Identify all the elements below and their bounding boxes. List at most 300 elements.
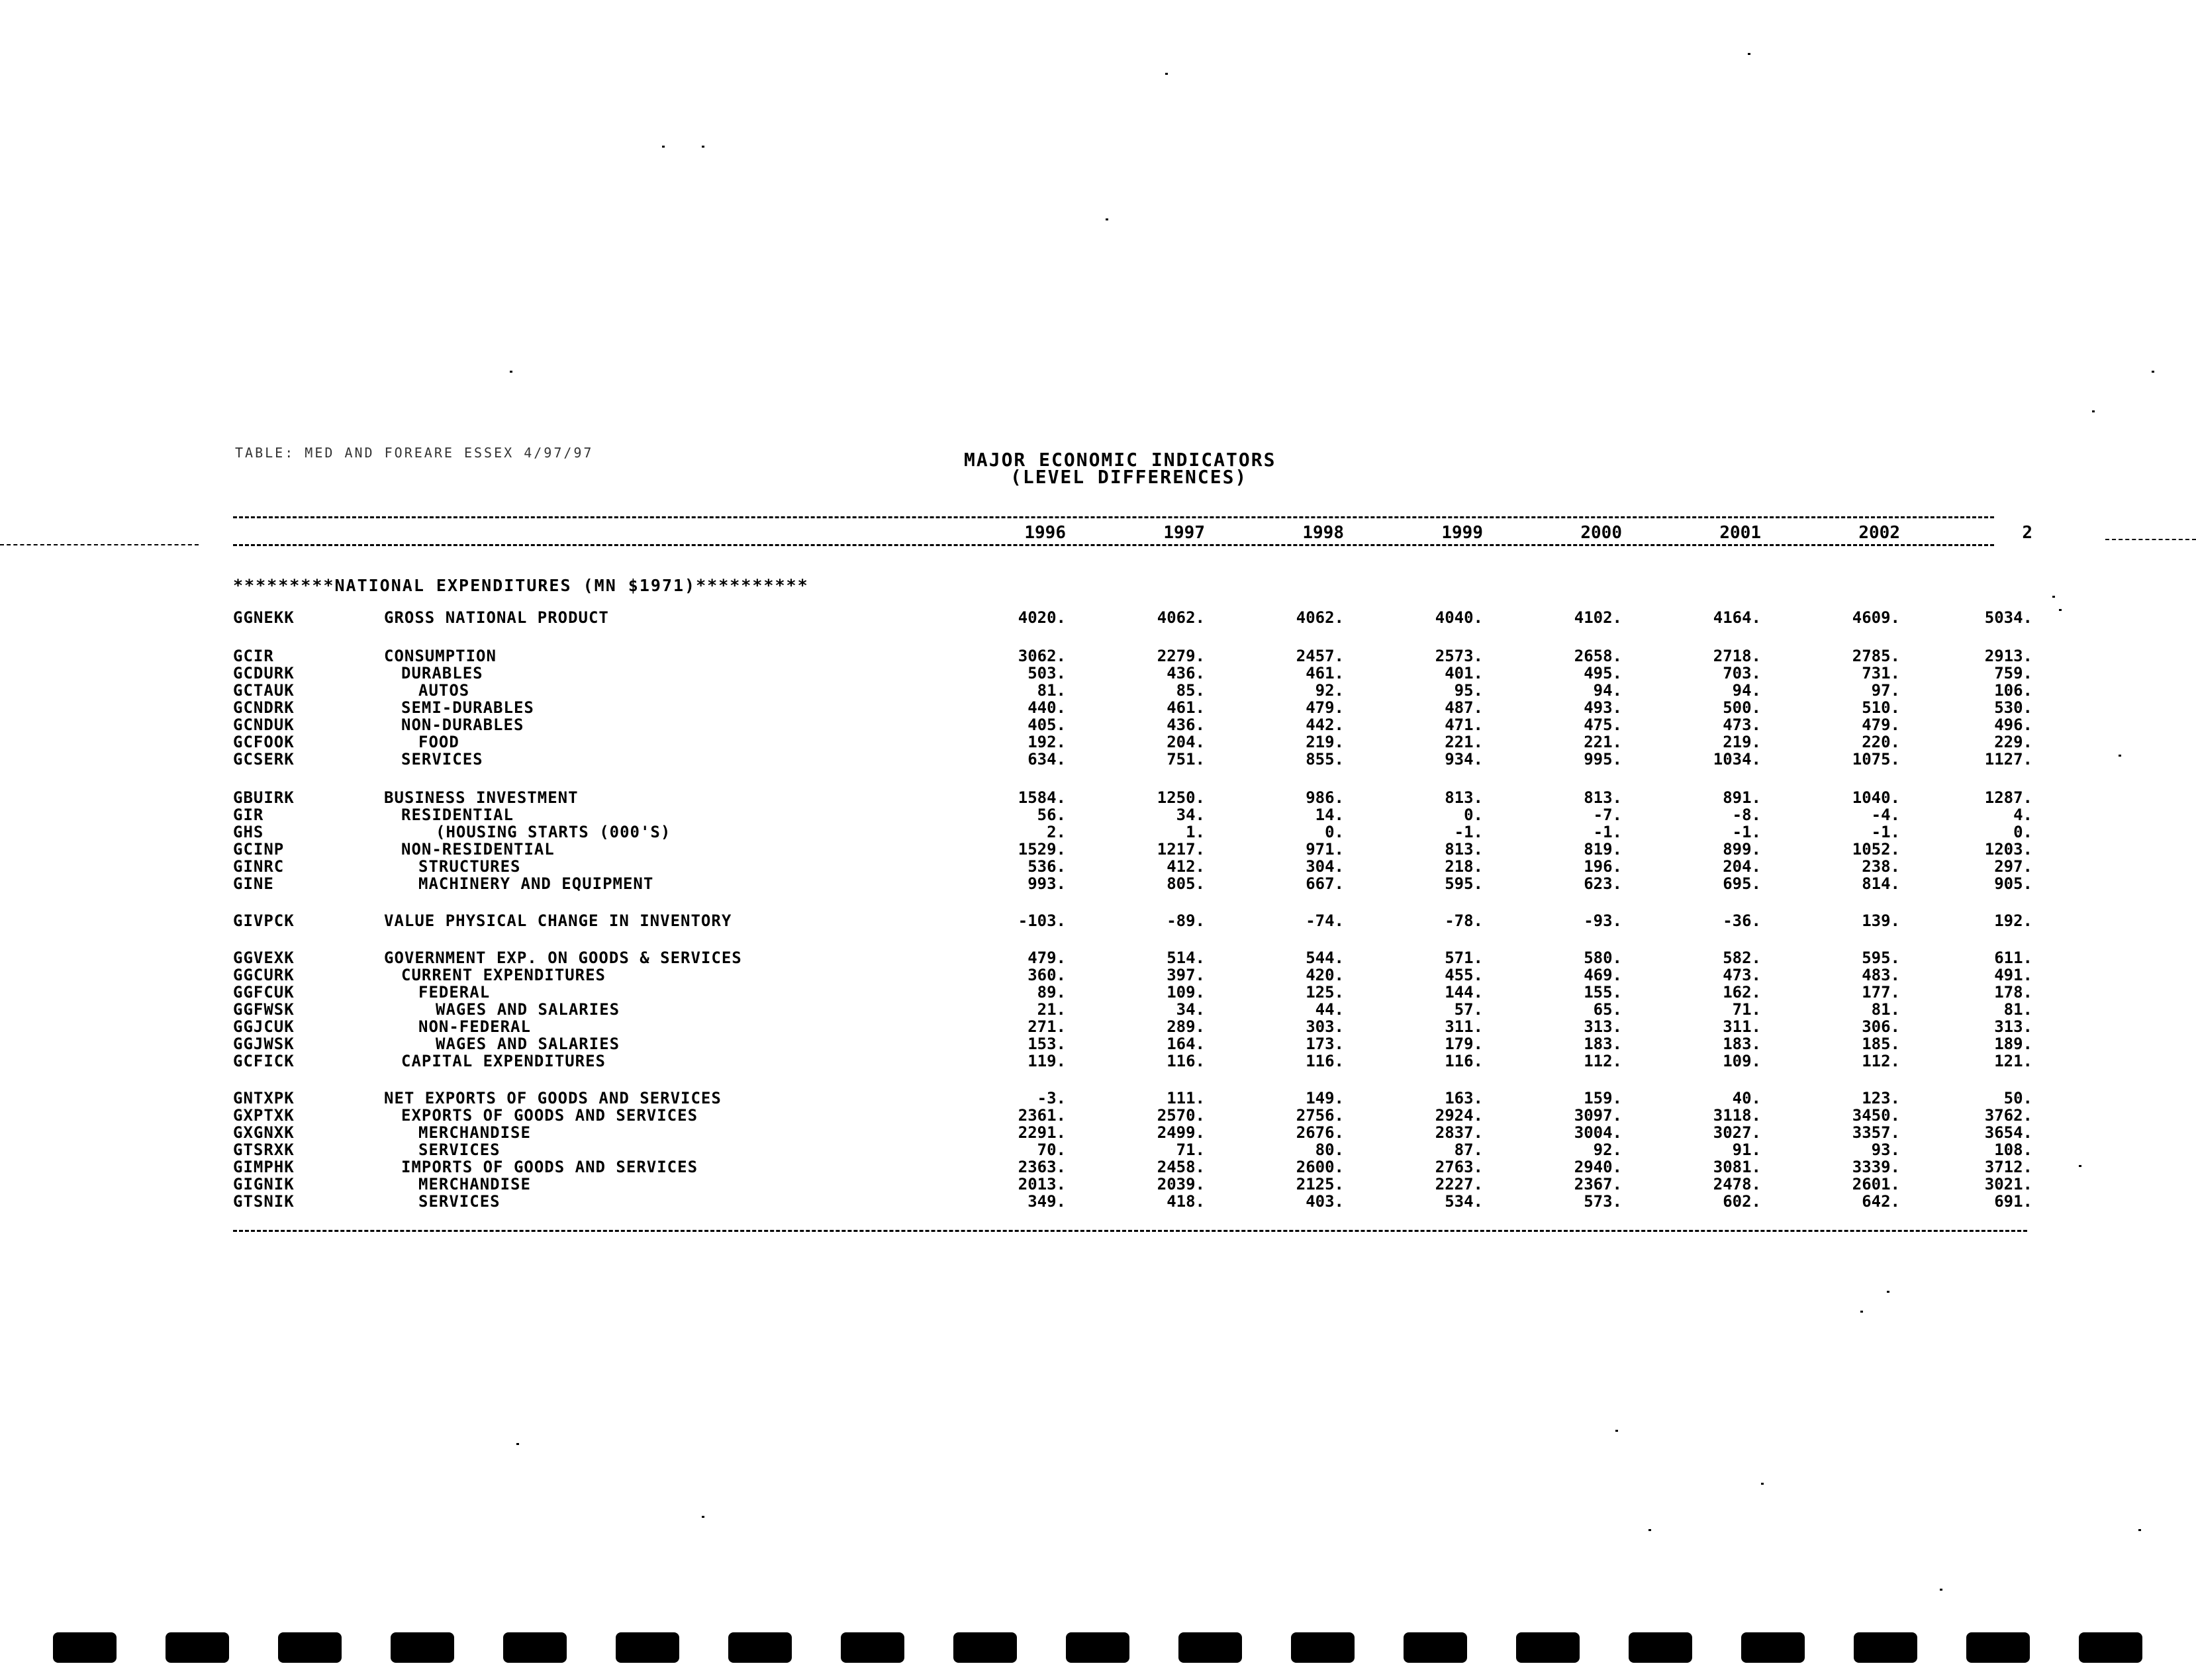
row-value: 602. bbox=[1723, 1192, 1761, 1211]
row-label: AUTOS bbox=[418, 681, 470, 700]
row-code: GIR bbox=[233, 806, 264, 824]
row-value: 2763. bbox=[1435, 1158, 1483, 1176]
row-value: 418. bbox=[1167, 1192, 1205, 1211]
row-value: 3097. bbox=[1574, 1106, 1622, 1125]
row-value: 573. bbox=[1584, 1192, 1622, 1211]
registration-bar bbox=[953, 1632, 1017, 1663]
row-code: GIVPCK bbox=[233, 911, 295, 930]
row-value: 2367. bbox=[1574, 1175, 1622, 1193]
section-title: *********NATIONAL EXPENDITURES (MN $1971)********** bbox=[233, 576, 809, 595]
scan-speck bbox=[1615, 1430, 1618, 1432]
row-value: 0. bbox=[2013, 823, 2032, 841]
row-value: 183. bbox=[1584, 1035, 1622, 1053]
row-code: GCSERK bbox=[233, 750, 295, 769]
row-label: BUSINESS INVESTMENT bbox=[384, 788, 579, 807]
table-row bbox=[0, 699, 2196, 716]
row-value: 2361. bbox=[1018, 1106, 1066, 1125]
row-value: 44. bbox=[1315, 1000, 1344, 1019]
scan-speck bbox=[2138, 1529, 2141, 1531]
scan-speck bbox=[2092, 410, 2095, 412]
row-value: 4020. bbox=[1018, 608, 1066, 627]
row-value: 121. bbox=[1994, 1052, 2032, 1070]
registration-bar bbox=[841, 1632, 904, 1663]
row-code: GCTAUK bbox=[233, 681, 295, 700]
row-value: 2499. bbox=[1157, 1123, 1205, 1142]
row-label: CAPITAL EXPENDITURES bbox=[401, 1052, 606, 1070]
row-value: 219. bbox=[1723, 733, 1761, 751]
row-value: 1075. bbox=[1852, 750, 1900, 769]
row-value: 116. bbox=[1445, 1052, 1483, 1070]
table-row bbox=[0, 1052, 2196, 1070]
row-code: GHS bbox=[233, 823, 264, 841]
row-code: GINRC bbox=[233, 857, 285, 876]
row-label: STRUCTURES bbox=[418, 857, 521, 876]
registration-bar bbox=[503, 1632, 567, 1663]
row-value: 192. bbox=[1027, 733, 1066, 751]
row-value: 401. bbox=[1445, 664, 1483, 682]
row-value: 97. bbox=[1871, 681, 1900, 700]
row-label: FOOD bbox=[418, 733, 459, 751]
row-value: 71. bbox=[1176, 1141, 1205, 1159]
row-value: 297. bbox=[1994, 857, 2032, 876]
row-value: 934. bbox=[1445, 750, 1483, 769]
row-value: 3062. bbox=[1018, 647, 1066, 665]
row-value: 306. bbox=[1862, 1017, 1900, 1036]
row-value: 57. bbox=[1454, 1000, 1483, 1019]
row-label: NON-DURABLES bbox=[401, 716, 524, 734]
row-value: 3712. bbox=[1984, 1158, 2032, 1176]
row-value: 483. bbox=[1862, 966, 1900, 984]
table-row bbox=[0, 912, 2196, 929]
row-value: 2039. bbox=[1157, 1175, 1205, 1193]
report-title-line2: (LEVEL DIFFERENCES) bbox=[1010, 466, 1248, 488]
table-row bbox=[0, 949, 2196, 966]
row-value: 179. bbox=[1445, 1035, 1483, 1053]
table-row bbox=[0, 1107, 2196, 1124]
row-value: 461. bbox=[1306, 664, 1344, 682]
row-value: 1034. bbox=[1713, 750, 1761, 769]
scan-speck bbox=[1860, 1311, 1863, 1313]
row-value: 500. bbox=[1723, 698, 1761, 717]
row-label: MERCHANDISE bbox=[418, 1175, 531, 1193]
scan-speck bbox=[1648, 1529, 1651, 1531]
row-value: 995. bbox=[1584, 750, 1622, 769]
row-value: 971. bbox=[1306, 840, 1344, 859]
row-value: 109. bbox=[1723, 1052, 1761, 1070]
row-value: 116. bbox=[1306, 1052, 1344, 1070]
table-row bbox=[0, 966, 2196, 984]
row-label: CONSUMPTION bbox=[384, 647, 497, 665]
registration-bar bbox=[1516, 1632, 1580, 1663]
row-value: 479. bbox=[1027, 949, 1066, 967]
row-code: GIGNIK bbox=[233, 1175, 295, 1193]
row-value: 4609. bbox=[1852, 608, 1900, 627]
row-value: 473. bbox=[1723, 716, 1761, 734]
row-value: 4102. bbox=[1574, 608, 1622, 627]
row-value: 813. bbox=[1445, 788, 1483, 807]
row-value: 2570. bbox=[1157, 1106, 1205, 1125]
row-value: 805. bbox=[1167, 874, 1205, 893]
row-value: 731. bbox=[1862, 664, 1900, 682]
row-value: 221. bbox=[1584, 733, 1622, 751]
row-code: GCNDRK bbox=[233, 698, 295, 717]
year-rule bbox=[233, 544, 1994, 546]
row-value: -8. bbox=[1732, 806, 1761, 824]
row-value: 70. bbox=[1037, 1141, 1066, 1159]
registration-bar bbox=[1741, 1632, 1805, 1663]
scan-speck bbox=[2079, 1165, 2081, 1167]
row-value: 313. bbox=[1994, 1017, 2032, 1036]
row-value: -89. bbox=[1167, 911, 1205, 930]
table-row bbox=[0, 751, 2196, 768]
row-value: 56. bbox=[1037, 806, 1066, 824]
row-value: 3027. bbox=[1713, 1123, 1761, 1142]
row-value: -36. bbox=[1723, 911, 1761, 930]
row-value: 2125. bbox=[1296, 1175, 1344, 1193]
row-value: 144. bbox=[1445, 983, 1483, 1002]
row-value: 92. bbox=[1315, 681, 1344, 700]
scan-speck bbox=[1165, 73, 1168, 75]
registration-bar bbox=[53, 1632, 117, 1663]
scan-speck bbox=[1761, 1483, 1764, 1485]
row-value: 93. bbox=[1871, 1141, 1900, 1159]
row-value: 163. bbox=[1445, 1089, 1483, 1107]
row-code: GCIR bbox=[233, 647, 274, 665]
row-value: 271. bbox=[1027, 1017, 1066, 1036]
row-value: 34. bbox=[1176, 1000, 1205, 1019]
year-header: 1998 bbox=[1302, 523, 1344, 543]
row-label: SERVICES bbox=[418, 1192, 501, 1211]
registration-bar bbox=[728, 1632, 792, 1663]
year-header: 1997 bbox=[1163, 523, 1205, 543]
table-row bbox=[0, 1176, 2196, 1193]
row-value: 112. bbox=[1584, 1052, 1622, 1070]
row-value: 534. bbox=[1445, 1192, 1483, 1211]
table-row bbox=[0, 789, 2196, 806]
row-value: 1203. bbox=[1984, 840, 2032, 859]
row-value: 703. bbox=[1723, 664, 1761, 682]
row-value: 503. bbox=[1027, 664, 1066, 682]
row-value: 2658. bbox=[1574, 647, 1622, 665]
row-value: 510. bbox=[1862, 698, 1900, 717]
row-value: 493. bbox=[1584, 698, 1622, 717]
row-value: 2785. bbox=[1852, 647, 1900, 665]
registration-bar bbox=[2079, 1632, 2142, 1663]
row-value: 471. bbox=[1445, 716, 1483, 734]
registration-bar bbox=[1854, 1632, 1917, 1663]
row-value: 360. bbox=[1027, 966, 1066, 984]
row-value: -1. bbox=[1871, 823, 1900, 841]
row-value: 3450. bbox=[1852, 1106, 1900, 1125]
row-value: 119. bbox=[1027, 1052, 1066, 1070]
row-value: -7. bbox=[1593, 806, 1622, 824]
row-value: 89. bbox=[1037, 983, 1066, 1002]
row-code: GCNDUK bbox=[233, 716, 295, 734]
row-code: GTSNIK bbox=[233, 1192, 295, 1211]
table-row bbox=[0, 841, 2196, 858]
row-label: MACHINERY AND EQUIPMENT bbox=[418, 874, 654, 893]
row-value: 219. bbox=[1306, 733, 1344, 751]
row-value: -78. bbox=[1445, 911, 1483, 930]
row-label: EXPORTS OF GOODS AND SERVICES bbox=[401, 1106, 698, 1125]
row-value: -3. bbox=[1037, 1089, 1066, 1107]
row-value: 94. bbox=[1593, 681, 1622, 700]
scan-speck bbox=[2059, 609, 2062, 611]
registration-bar bbox=[1066, 1632, 1129, 1663]
row-value: 3004. bbox=[1574, 1123, 1622, 1142]
row-code: GCINP bbox=[233, 840, 285, 859]
row-label: CURRENT EXPENDITURES bbox=[401, 966, 606, 984]
row-label: IMPORTS OF GOODS AND SERVICES bbox=[401, 1158, 698, 1176]
row-value: 87. bbox=[1454, 1141, 1483, 1159]
registration-bar bbox=[1629, 1632, 1692, 1663]
row-value: 164. bbox=[1167, 1035, 1205, 1053]
report-title-line1: MAJOR ECONOMIC INDICATORS bbox=[964, 449, 1276, 471]
scan-speck bbox=[2119, 755, 2121, 757]
registration-bar bbox=[391, 1632, 454, 1663]
row-value: 218. bbox=[1445, 857, 1483, 876]
row-value: 2676. bbox=[1296, 1123, 1344, 1142]
row-value: 2279. bbox=[1157, 647, 1205, 665]
row-value: 611. bbox=[1994, 949, 2032, 967]
row-value: 162. bbox=[1723, 983, 1761, 1002]
row-value: 304. bbox=[1306, 857, 1344, 876]
table-row bbox=[0, 647, 2196, 665]
registration-bar bbox=[278, 1632, 342, 1663]
table-row bbox=[0, 858, 2196, 875]
row-value: 220. bbox=[1862, 733, 1900, 751]
row-value: 149. bbox=[1306, 1089, 1344, 1107]
row-value: 536. bbox=[1027, 857, 1066, 876]
row-label: SERVICES bbox=[418, 1141, 501, 1159]
scan-speck bbox=[1887, 1291, 1889, 1293]
row-value: 491. bbox=[1994, 966, 2032, 984]
scan-speck bbox=[1940, 1589, 1942, 1591]
row-label: DURABLES bbox=[401, 664, 483, 682]
row-value: 204. bbox=[1167, 733, 1205, 751]
row-value: 2013. bbox=[1018, 1175, 1066, 1193]
row-value: 623. bbox=[1584, 874, 1622, 893]
row-value: 0. bbox=[1325, 823, 1344, 841]
year-header: 2000 bbox=[1580, 523, 1622, 543]
year-header: 2 bbox=[2022, 523, 2032, 543]
row-value: 3357. bbox=[1852, 1123, 1900, 1142]
scan-speck bbox=[1748, 53, 1750, 55]
bottom-registration-marks bbox=[0, 1632, 2196, 1665]
row-value: 436. bbox=[1167, 664, 1205, 682]
row-value: 189. bbox=[1994, 1035, 2032, 1053]
row-value: 2. bbox=[1047, 823, 1066, 841]
report-header-left: TABLE: MED AND FOREARE ESSEX 4/97/97 bbox=[235, 445, 594, 461]
row-value: 3654. bbox=[1984, 1123, 2032, 1142]
table-row bbox=[0, 984, 2196, 1001]
row-value: 4164. bbox=[1713, 608, 1761, 627]
row-value: 303. bbox=[1306, 1017, 1344, 1036]
row-value: 479. bbox=[1306, 698, 1344, 717]
row-value: 469. bbox=[1584, 966, 1622, 984]
row-value: 514. bbox=[1167, 949, 1205, 967]
row-value: 178. bbox=[1994, 983, 2032, 1002]
row-value: 139. bbox=[1862, 911, 1900, 930]
row-value: 634. bbox=[1027, 750, 1066, 769]
row-label: VALUE PHYSICAL CHANGE IN INVENTORY bbox=[384, 911, 732, 930]
row-value: 2756. bbox=[1296, 1106, 1344, 1125]
registration-bar bbox=[1404, 1632, 1467, 1663]
row-value: 473. bbox=[1723, 966, 1761, 984]
row-value: 993. bbox=[1027, 874, 1066, 893]
row-value: 4. bbox=[2013, 806, 2032, 824]
row-code: GBUIRK bbox=[233, 788, 295, 807]
row-value: 1584. bbox=[1018, 788, 1066, 807]
row-value: 1127. bbox=[1984, 750, 2032, 769]
table-row bbox=[0, 823, 2196, 841]
row-value: 50. bbox=[2003, 1089, 2032, 1107]
row-value: 289. bbox=[1167, 1017, 1205, 1036]
row-value: 855. bbox=[1306, 750, 1344, 769]
row-value: 2291. bbox=[1018, 1123, 1066, 1142]
row-value: 1040. bbox=[1852, 788, 1900, 807]
row-value: 21. bbox=[1037, 1000, 1066, 1019]
row-value: 196. bbox=[1584, 857, 1622, 876]
scan-speck bbox=[2052, 596, 2055, 598]
row-code: GXGNXK bbox=[233, 1123, 295, 1142]
row-value: 2913. bbox=[1984, 647, 2032, 665]
row-value: -1. bbox=[1593, 823, 1622, 841]
row-value: 496. bbox=[1994, 716, 2032, 734]
row-value: 14. bbox=[1315, 806, 1344, 824]
row-value: 2478. bbox=[1713, 1175, 1761, 1193]
row-code: GGVEXK bbox=[233, 949, 295, 967]
table-row bbox=[0, 1141, 2196, 1158]
row-code: GGCURK bbox=[233, 966, 295, 984]
row-value: 475. bbox=[1584, 716, 1622, 734]
row-value: 479. bbox=[1862, 716, 1900, 734]
row-value: 1. bbox=[1186, 823, 1205, 841]
row-value: 442. bbox=[1306, 716, 1344, 734]
bottom-rule bbox=[233, 1230, 2027, 1232]
table-row bbox=[0, 716, 2196, 733]
row-value: 544. bbox=[1306, 949, 1344, 967]
row-value: -93. bbox=[1584, 911, 1622, 930]
row-value: 81. bbox=[1871, 1000, 1900, 1019]
row-value: 986. bbox=[1306, 788, 1344, 807]
scan-speck bbox=[702, 146, 704, 148]
row-value: 2924. bbox=[1435, 1106, 1483, 1125]
row-value: 595. bbox=[1445, 874, 1483, 893]
row-value: 229. bbox=[1994, 733, 2032, 751]
row-value: 1287. bbox=[1984, 788, 2032, 807]
row-label: GOVERNMENT EXP. ON GOODS & SERVICES bbox=[384, 949, 742, 967]
row-code: GGJCUK bbox=[233, 1017, 295, 1036]
row-value: 403. bbox=[1306, 1192, 1344, 1211]
row-code: GGJWSK bbox=[233, 1035, 295, 1053]
row-value: 95. bbox=[1454, 681, 1483, 700]
row-value: 2600. bbox=[1296, 1158, 1344, 1176]
row-value: 1217. bbox=[1157, 840, 1205, 859]
row-code: GINE bbox=[233, 874, 274, 893]
scan-speck bbox=[510, 371, 512, 373]
row-label: GROSS NATIONAL PRODUCT bbox=[384, 608, 609, 627]
row-code: GGNEKK bbox=[233, 608, 295, 627]
registration-bar bbox=[616, 1632, 679, 1663]
row-value: 495. bbox=[1584, 664, 1622, 682]
row-value: 313. bbox=[1584, 1017, 1622, 1036]
row-label: SERVICES bbox=[401, 750, 483, 769]
row-value: 183. bbox=[1723, 1035, 1761, 1053]
year-header: 2002 bbox=[1858, 523, 1900, 543]
row-value: 420. bbox=[1306, 966, 1344, 984]
row-value: 2601. bbox=[1852, 1175, 1900, 1193]
row-value: 819. bbox=[1584, 840, 1622, 859]
row-value: 109. bbox=[1167, 983, 1205, 1002]
row-value: 582. bbox=[1723, 949, 1761, 967]
row-value: 571. bbox=[1445, 949, 1483, 967]
edge-mark-left bbox=[0, 544, 199, 545]
row-label: NET EXPORTS OF GOODS AND SERVICES bbox=[384, 1089, 722, 1107]
scan-speck bbox=[662, 146, 665, 148]
row-value: 311. bbox=[1723, 1017, 1761, 1036]
row-value: 2718. bbox=[1713, 647, 1761, 665]
row-value: 185. bbox=[1862, 1035, 1900, 1053]
row-value: 695. bbox=[1723, 874, 1761, 893]
row-code: GCDURK bbox=[233, 664, 295, 682]
row-value: 530. bbox=[1994, 698, 2032, 717]
row-value: 108. bbox=[1994, 1141, 2032, 1159]
row-label: WAGES AND SALARIES bbox=[436, 1000, 620, 1019]
table-row bbox=[0, 1018, 2196, 1035]
row-code: GXPTXK bbox=[233, 1106, 295, 1125]
row-code: GCFOOK bbox=[233, 733, 295, 751]
row-value: 94. bbox=[1732, 681, 1761, 700]
row-value: 461. bbox=[1167, 698, 1205, 717]
row-value: 4040. bbox=[1435, 608, 1483, 627]
row-value: 159. bbox=[1584, 1089, 1622, 1107]
scan-speck bbox=[516, 1443, 519, 1445]
row-value: 905. bbox=[1994, 874, 2032, 893]
table-row bbox=[0, 609, 2196, 626]
year-header: 1999 bbox=[1441, 523, 1483, 543]
row-value: 177. bbox=[1862, 983, 1900, 1002]
row-value: 2363. bbox=[1018, 1158, 1066, 1176]
row-value: 2227. bbox=[1435, 1175, 1483, 1193]
row-label: WAGES AND SALARIES bbox=[436, 1035, 620, 1053]
row-value: 2940. bbox=[1574, 1158, 1622, 1176]
row-label: NON-FEDERAL bbox=[418, 1017, 531, 1036]
row-label: RESIDENTIAL bbox=[401, 806, 514, 824]
row-value: 125. bbox=[1306, 983, 1344, 1002]
row-value: 0. bbox=[1464, 806, 1483, 824]
row-value: 80. bbox=[1315, 1141, 1344, 1159]
row-value: 487. bbox=[1445, 698, 1483, 717]
row-value: 899. bbox=[1723, 840, 1761, 859]
top-rule bbox=[233, 516, 1994, 518]
row-label: SEMI-DURABLES bbox=[401, 698, 534, 717]
report-title bbox=[964, 451, 1276, 486]
table-row bbox=[0, 1090, 2196, 1107]
row-value: 2458. bbox=[1157, 1158, 1205, 1176]
row-value: 397. bbox=[1167, 966, 1205, 984]
table-row bbox=[0, 733, 2196, 751]
row-value: 440. bbox=[1027, 698, 1066, 717]
table-row bbox=[0, 682, 2196, 699]
table-row bbox=[0, 806, 2196, 823]
row-value: 92. bbox=[1593, 1141, 1622, 1159]
table-row bbox=[0, 1158, 2196, 1176]
table-row bbox=[0, 1035, 2196, 1052]
row-value: 2573. bbox=[1435, 647, 1483, 665]
row-label: NON-RESIDENTIAL bbox=[401, 840, 555, 859]
scan-speck bbox=[1106, 218, 1108, 220]
